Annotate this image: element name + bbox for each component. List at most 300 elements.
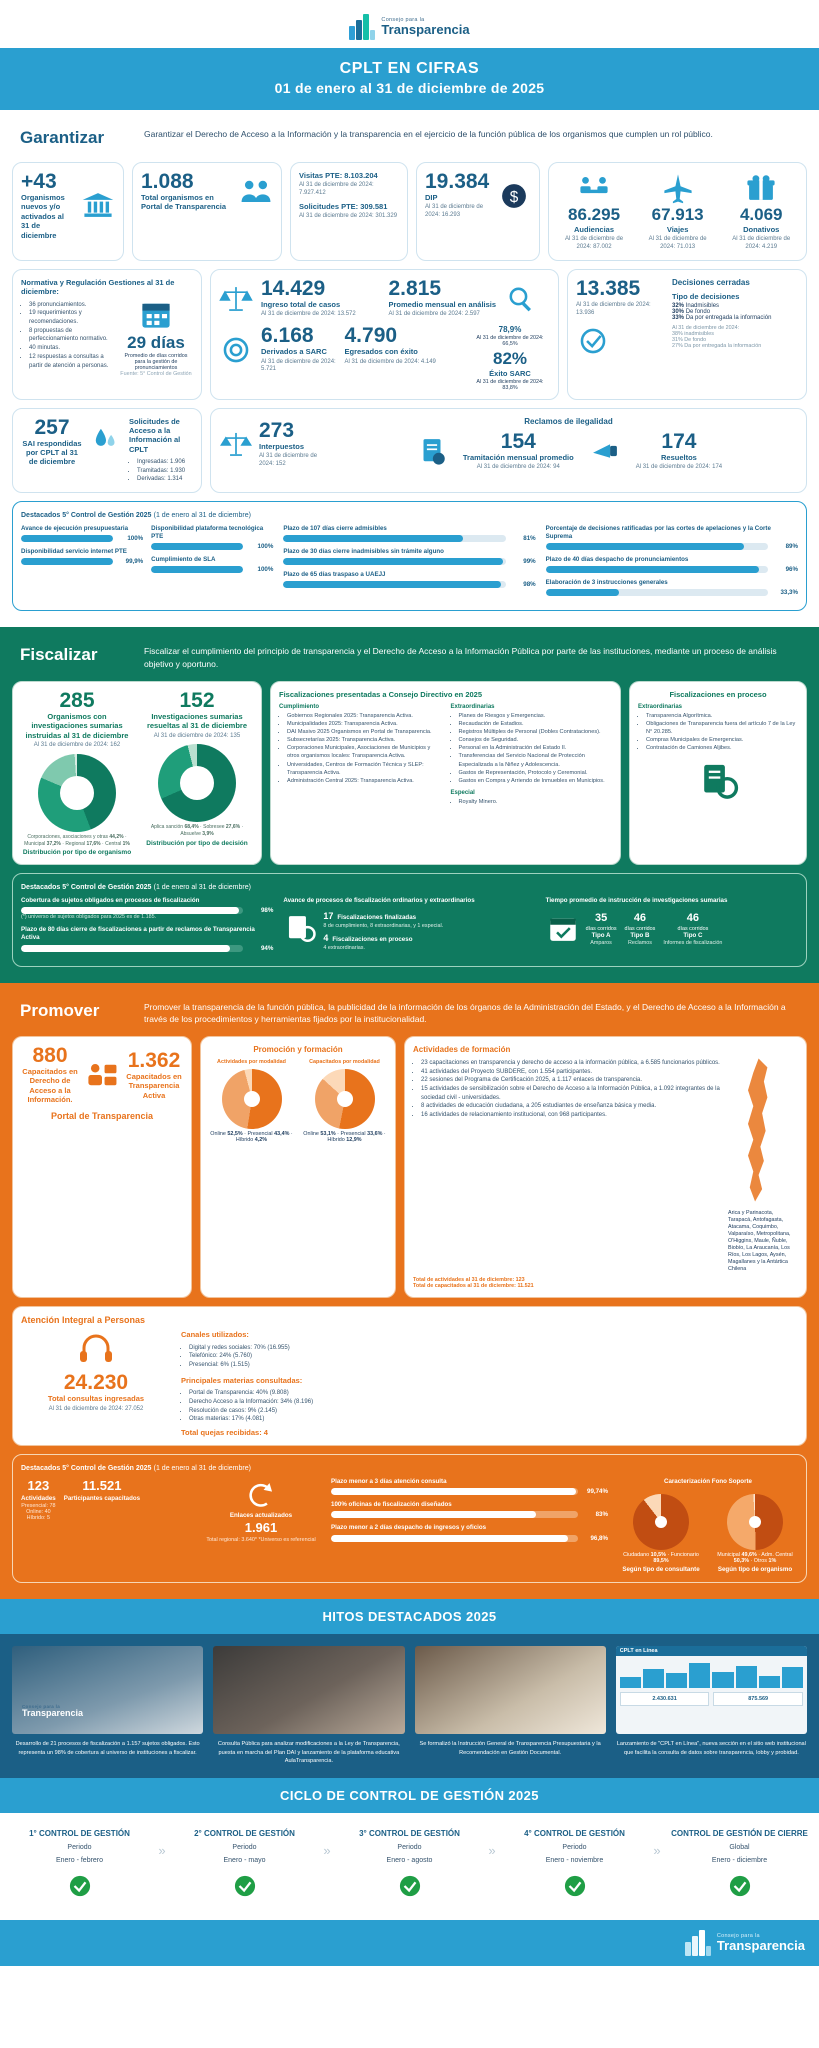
kpi-value: 14.429 [261,276,326,300]
bar-item [546,525,798,550]
col-title: Especial [450,789,475,796]
tipo-text: De fondo [685,309,711,316]
clipboard-search-icon [283,911,317,945]
kpi-value: 880 [32,1044,68,1068]
brand-pretitle: Consejo para la [22,1703,61,1709]
step-period-label: Periodo [67,1843,92,1851]
legend-pct: 27,6% [225,824,241,831]
card-portal-transparencia [12,1036,192,1298]
step-name: 2° CONTROL DE GESTIÓN [194,1828,295,1838]
presentadas-col-cumplimiento [279,703,441,805]
kpi-value: 19.384 [425,170,490,193]
kpi-sub: Al 31 de diciembre de 2024: 152 [259,453,318,467]
chile-map-icon [728,1055,798,1205]
legend-pct: 44,2% [109,833,124,840]
bar-label: Plazo de 80 días cierre de fiscalizaciones a partir de reclamos de Transparencia Activa [21,926,255,942]
page-subtitle: 01 de enero al 31 de diciembre de 2025 [274,80,545,96]
decisiones-sub: Al 31 de diciembre de 2024: 13.936 [576,302,651,316]
destacados-col-left [21,525,273,602]
card-fiscalizaciones-presentadas [270,681,621,865]
step-name: CONTROL DE GESTIÓN DE CIERRE [671,1828,808,1838]
kpi-derivados-sarc [219,325,337,390]
kpi-label: Egresados con éxito [344,347,418,357]
sai-value: 257 [34,415,70,439]
label: Tipo C [683,931,703,939]
legend-pct: 49,6% [741,1552,757,1559]
bar-item [331,1478,608,1495]
sai-label: SAI respondidas por CPLT al 31 de diciembre [22,438,82,467]
bar-value: 96,8% [590,1534,608,1542]
institution-icon [81,188,115,222]
bar-item [546,556,798,573]
destacados-title-sub: (1 de enero al 31 de diciembre) [153,512,251,520]
kpi-value: 4.069 [739,205,783,224]
list-item: • Personal en la Administración del Estado II. [459,744,613,752]
card-actividades-formacion [404,1036,807,1298]
map-label: Metropolitana [756,1231,790,1238]
kpi-card-organismos-nuevos [12,162,124,261]
donut-chart [38,754,116,832]
legend-label: Híbrido [327,1137,345,1144]
section-desc-garantizar: Garantizar el Derecho de Acceso a la Información y la transparencia en el ejercicio de la función pública de los organismos que cumplen un rol público. [144,129,713,139]
section-garantizar [0,110,819,627]
total-actividades: Total de actividades al 31 de diciembre: 123 [413,1277,525,1284]
bar-value: 83% [595,1511,608,1519]
donut-capacitados-modalidad [315,1069,375,1129]
legend-pct: 17,6% [86,840,101,847]
portal-title: Portal de Transparencia [50,1110,154,1121]
map-label: Arica y Parinacota [728,1210,772,1217]
kpi-card-dip [416,162,540,261]
legend-pct: 68,4% [184,824,199,831]
brand-name: Transparencia [716,1938,805,1954]
kpi-value: 6.168 [261,324,314,348]
destacados-title-sub: (1 de enero al 31 de diciembre) [153,884,251,892]
kpi-label: Interpuestos [259,441,305,451]
donut-decision [141,690,253,856]
list-item: • 36 pronunciamientos. [29,301,113,310]
kpi-sub: Al 31 de diciembre de 2024: 94 [476,463,560,470]
promocion-left-title: Actividades por modalidad [217,1059,286,1066]
magnifier-person-icon [504,282,538,316]
target-icon [219,333,253,367]
kpi-card-visitas-pte [290,162,408,261]
bar-value: 100% [257,543,274,551]
people-group-icon [239,174,273,208]
promocion-right-title: Capacitados por modalidad [309,1059,380,1066]
hito-caption: Se formalizó la Instrucción General de Transparencia Presupuestaria y la Recomendación en Gestión Documental. [419,1741,601,1756]
kpi-egresados-exito [345,325,463,390]
check-icon [505,1875,644,1902]
gear-doc-icon [415,434,449,468]
legend-label: Absuelve [180,831,201,838]
legend: Online 53,1% · Presencial 33,6% · Híbrido 12,9% [303,1131,386,1144]
kpi-82-label: Éxito SARC [489,369,531,379]
bar-fill [546,566,759,573]
step-period: Enero - diciembre [711,1856,768,1864]
bar-value: 98% [523,581,536,589]
chevron-right-icon: » [488,1842,496,1858]
donut-legend: Aplica sanción 68,4% · Sobresee 27,6% · Absuelve 3,9% [150,824,244,838]
bar-note: (*) universo de sujetos obligados para 2025 es de 1.185. [21,914,157,921]
tiempo-tipo-b [625,911,656,945]
hito-item [616,1646,807,1765]
bar-value: 96% [785,566,798,574]
check-icon [340,1875,479,1902]
bar-value: 100% [257,566,274,574]
bar-label: Cumplimiento de SLA [151,556,216,564]
bar-fill [21,907,239,914]
legend-label: Municipal [717,1552,740,1559]
mid-text: Fiscalizaciones finalizadas [337,914,417,922]
list-item: • Tramitadas: 1.930 [137,467,193,476]
fono-caption: Según tipo de organismo [717,1566,793,1574]
card-reclamos-ilegalidad [210,408,807,494]
kpi-value: 4.790 [344,324,398,348]
legend-label: Ciudadano [623,1552,650,1559]
visitas-pte-value: Visitas PTE: 8.103.204 [299,171,378,180]
map-label: Biobío [728,1245,744,1252]
mid-text: Fiscalizaciones en proceso [332,936,413,944]
hitos-gallery [0,1634,819,1777]
bar-label: Elaboración de 3 instrucciones generales [545,579,668,587]
dest-fono-soporte [618,1478,798,1574]
check-document-icon [576,324,610,358]
bar-item [21,525,143,542]
bar-item [151,556,273,573]
destacados-title-main: Destacados 5° Control de Gestión 2025 [21,1465,152,1473]
mid-detail: 8 de cumplimiento, 8 extraordinarias, y 1 especial. [323,923,444,930]
sub: Reclamos [627,939,652,946]
hito-item [415,1646,606,1765]
bar-label: Plazo de 107 días cierre admisibles [283,525,387,533]
legend-pct: 4,2% [254,1137,268,1144]
bar-fill [283,581,501,588]
tipo-decisiones-title: Tipo de decisiones [672,291,740,301]
kpi-82-sub: Al 31 de diciembre de 2024: 83,8% [476,378,544,391]
section-desc-promover: Promover la transparencia de la función pública, la publicidad de la información de los órganos de la Administración del Estado, y el Derecho de Acceso a la Información a través de los procedimientos y herramientas fijados por la institucionalidad. [144,1001,786,1025]
list-item: • Resolución de casos: 9% (2.145) [189,1407,798,1416]
mid-number: 17 [323,911,334,922]
fono-caption: Según tipo de consultante [622,1566,700,1574]
bar-item [21,926,273,951]
kpi-label: Derivados a SARC [261,347,327,357]
list-item: • Derivadas: 1.314 [137,475,193,484]
kpi-sub: Al 31 de diciembre de 2024: 2.597 [388,311,480,318]
kpi-value: 1.088 [141,170,194,193]
map-label: Antofagasta [752,1217,782,1224]
kpi-ingreso-casos [219,278,381,319]
bar-value: 99% [523,558,536,566]
kpi-value: 285 [59,688,95,712]
bar-item [283,548,535,565]
ciclo-step-5 [670,1829,809,1902]
section-title-garantizar: Garantizar [20,128,105,147]
bar-item [283,571,535,588]
kpi-sub: Al 31 de diciembre de 2024: 27.052 [48,1405,144,1412]
bar-fill [546,543,744,550]
ciclo-steps [0,1813,819,1920]
map-label: Magallanes y la Antártica Chilena [728,1259,788,1273]
card-decisiones [567,269,807,400]
sai-items [129,458,193,484]
detail: Híbrido: 5 [26,1515,51,1522]
bar-fill [151,543,243,550]
col-title: Extraordinarias [638,704,683,711]
page-title: CPLT EN CIFRAS [339,60,480,77]
map-label: Aysén [769,1252,785,1259]
kpi-label: Audiencias [574,225,615,234]
list-item: • Gastos en Compra y Arriendo de Inmuebles en Municipios. [459,777,613,785]
mid-detail: 4 extraordinarias. [323,944,365,951]
promocion-title: Promoción y formación [253,1045,343,1055]
bar-fill [151,566,243,573]
solicitudes-pte-value: Solicitudes PTE: 309.581 [299,201,388,211]
bar-label: Cobertura de sujetos obligados en procesos de fiscalización [21,897,200,905]
destacados-garantizar [12,501,807,611]
bar-fill [21,535,113,542]
kpi-label: Promedio mensual en análisis [388,300,497,310]
bar-item [331,1501,608,1518]
card-investigaciones [12,681,262,865]
calendar-check-icon [546,912,580,946]
legend-pct: 33,6% [367,1131,383,1138]
bar-item [546,579,798,596]
donut-legend: Corporaciones, asociaciones y otras 44,2% · Municipal 37,2% · Regional 17,6% · Central 1% [24,833,130,847]
kpi-label: Organismos nuevos y/o activados al 31 de diciembre [21,193,65,240]
bar-fill [21,558,113,565]
bar-value: 98% [260,907,274,915]
formacion-items [413,1059,720,1273]
card-casos [210,269,559,400]
list-item: • DAI Masivo 2025 Organismos en Portal de Transparencia. [287,728,441,736]
kpi-sub: Al 31 de diciembre de 2024: 4.149 [344,358,436,365]
destacados-title [21,1463,798,1472]
list-item: • 8 propuestas de perfeccionamiento normativo. [29,327,113,344]
legend-pct: 12,9% [346,1137,362,1144]
kpi-label: Investigaciones sumarias resueltas al 31 de diciembre [146,711,248,731]
panel-title: CPLT en Línea [616,1646,807,1656]
tipo-pct: 33% [672,315,685,322]
hito-item [213,1646,404,1765]
kpi-value: 2.815 [388,276,442,300]
ciclo-step-1 [10,1829,149,1902]
inspector-icon [695,758,741,804]
dest-bars [331,1478,608,1547]
card-sai [12,408,202,494]
kpi-card-audiencias-viajes-donativos [548,162,807,261]
map-label: Maule [754,1238,769,1245]
bar-item [151,525,273,550]
list-item: • Contratación de Camiones Aljibes. [646,744,798,752]
hito-photo [12,1646,203,1734]
materias-list [181,1389,798,1424]
tipo-text: Da por entregada la información [685,315,772,322]
donut-consultante [633,1494,689,1550]
gift-icon [744,171,778,205]
bar-label: Plazo menor a 3 días atención consulta [331,1478,447,1486]
list-item: • 15 actividades de sensibilización sobre el Derecho de Acceso a la Información Pública, a 1.092 integrantes de la sociedad civil - universidades. [421,1085,720,1102]
bar-value: 89% [785,543,798,551]
handshake-icon [577,171,611,205]
list-item: • 22 sesiones del Programa de Certificación 2025, a 1.117 enlaces de transparencia. [421,1076,720,1085]
kpi-sub: Al 31 de diciembre de 2024: 13.572 [261,311,356,318]
legend-label: Corporaciones, asociaciones y otras [27,833,108,840]
kpi-value: 273 [259,418,295,442]
prev-item: 38% inadmisibles [672,331,714,338]
kpi-label: Capacitados en Transparencia Activa [126,1071,182,1100]
legend-label: Presencial [247,1131,273,1138]
title-band [0,48,819,110]
total-capacitados: Total de capacitados al 31 de diciembre: 11.521 [413,1283,534,1290]
list-item: • Corporaciones Municipales, Asociaciones de Municipios y otros organismos locales: Transparencia Activa. [287,744,441,760]
footer [0,1920,819,1966]
dias-label: Promedio de días corridos para la gestión de pronunciamientos [124,352,188,371]
ciclo-step-2 [175,1829,314,1902]
kpi-sub: Al 31 de diciembre de 2024: 16.293 [425,204,484,219]
card-promocion-formacion [200,1036,396,1298]
list-item: • Compras Municipales de Emergencias. [646,736,798,744]
kpi-label: Donativos [743,225,780,234]
card-atencion-personas [12,1306,807,1446]
refresh-icon [244,1478,278,1512]
legend-pct: 37,2% [46,840,61,847]
bar-item [331,1524,608,1541]
legend-label: Online [303,1131,319,1138]
kpi-sub: Al 31 de diciembre de 2024: 135 [153,732,241,739]
kpi-789-value: 78,9% [498,325,522,335]
bar-fill [331,1535,568,1542]
map-chile [728,1055,798,1273]
list-item: • Presencial: 6% (1.515) [189,1361,798,1370]
bar-fill [331,1511,536,1518]
mid-title: Avance de procesos de fiscalización ordinarios y extraordinarios [283,897,475,905]
value: 46 [686,912,700,925]
donut-organismo-fono [727,1494,783,1550]
kpi-viajes [641,171,715,252]
list-item: • Otras materias: 17% (4.081) [189,1415,798,1424]
bar-fill [331,1488,576,1495]
bar-fill [283,535,463,542]
megaphone-icon [588,434,622,468]
hito-photo [213,1646,404,1734]
value: 46 [633,912,647,925]
kpi-82-value: 82% [492,349,528,369]
bar-value: 94% [260,944,274,952]
brand-name: Transparencia [381,22,470,38]
band-ciclo: CICLO DE CONTROL DE GESTIÓN 2025 [0,1778,819,1813]
kpi-label: Capacitados en Derecho de Acceso a la Información. [22,1067,78,1105]
training-icon [85,1058,119,1092]
decisiones-title: Decisiones cerradas [672,277,750,287]
step-period: Enero - agosto [386,1856,433,1864]
map-label: Atacama [728,1224,750,1231]
bar-item [283,525,535,542]
unit: días corridos [585,925,617,932]
destacados-title [21,510,798,519]
presentadas-title: Fiscalizaciones presentadas a Consejo Directivo en 2025 [279,689,483,699]
kpi-label: Resueltos [660,452,697,462]
dest-enlaces [201,1478,321,1543]
card-normativa [12,269,202,400]
section-title-promover: Promover [20,1000,100,1020]
prev-title: Al 31 de diciembre de 2024: [672,325,740,332]
kpi-card-total-organismos [132,162,282,261]
kpi-value: 67.913 [651,205,704,224]
sub: Total regional: 3.640* *Universo es referencial [206,1537,316,1544]
col-title: Cumplimiento [279,704,319,711]
dest-actividades [21,1478,56,1521]
kpi-label: DIP [425,193,438,203]
normativa-items [21,301,113,371]
tiempo-tipo-a [586,911,617,945]
list-item: • Portal de Transparencia: 40% (9.808) [189,1389,798,1398]
legend-pct: 1% [768,1558,777,1565]
destacados-fiscalizar [12,873,807,966]
justice-icon [219,427,253,461]
kpi-promedio-mensual [389,278,551,319]
list-item: • 23 capacitaciones en transparencia y derecho de acceso a la información pública, a 6.585 funcionarios públicos. [421,1059,720,1068]
destacados-col-mid [283,525,535,602]
bar-fill [21,945,230,952]
chevron-right-icon: » [653,1842,661,1858]
section-title-fiscalizar: Fiscalizar [20,645,98,665]
legend-pct: 43,4% [274,1131,290,1138]
scales-icon [219,282,253,316]
panel-number: 875.569 [713,1692,803,1706]
step-period-label: Periodo [232,1843,257,1851]
list-item: • Registros Múltiples de Personal (Dobles Contrataciones). [459,728,613,736]
formacion-title: Actividades de formación [413,1045,511,1055]
list-item: • Subsecretarías 2025: Transparencia Activa. [287,736,441,744]
tipo-text: Inadmisibles [685,303,720,310]
normativa-title: Normativa y Regulación Gestiones al 31 de diciembre: [21,277,175,297]
list-item: • Transferencias del Servicio Nacional de Protección Especializada a la Niñez y Adolescencia. [459,752,613,768]
bar-fill [283,558,503,565]
right-title: Tiempo promedio de instrucción de investigaciones sumarias [545,897,728,905]
label: Tipo A [591,931,611,939]
step-period-label: Periodo [397,1843,422,1851]
label: Participantes capacitados [63,1495,141,1503]
legend-pct: 50,3% [733,1558,749,1565]
value: 1.961 [244,1520,278,1536]
map-label: Ñuble [771,1238,786,1245]
donut-actividades-modalidad [222,1069,282,1129]
value: 35 [594,912,608,925]
tipo-pct: 30% [672,309,685,316]
decisiones-value: 13.385 [576,276,641,300]
step-period: Enero - noviembre [545,1856,604,1864]
dest-participantes [64,1478,140,1521]
list-item: • 41 actividades del Proyecto SUBDERE, con 1.554 participantes. [421,1068,720,1077]
hito-caption: Consulta Pública para analizar modificaciones a la Ley de Transparencia, puesta en marcha del Plan DAI y lanzamiento de la plataforma educativa AulaTransparencia. [217,1741,400,1765]
sai-title: Solicitudes de Acceso a la Información al CPLT [129,416,181,454]
tiempo-tipo-c [663,911,722,945]
step-name: 1° CONTROL DE GESTIÓN [29,1828,130,1838]
hito-photo [415,1646,606,1734]
step-period: Enero - febrero [55,1856,104,1864]
bar-label: Avance de ejecución presupuestaria [21,525,129,533]
list-item: • 8 actividades de educación ciudadana, a 205 estudiantes de enseñanza básica y media. [421,1102,720,1111]
bar-label: Plazo menor a 2 días despacho de ingresos y oficios [331,1524,487,1532]
list-item: • Telefónico: 24% (5.760) [189,1352,798,1361]
kpi-pct-group [470,325,550,390]
list-item: • 40 minutas. [29,344,113,353]
hito-screenshot [616,1646,807,1734]
support-headset-icon [76,1330,116,1370]
step-period-label: Periodo [562,1843,587,1851]
legend-pct: 10,5% [650,1552,666,1559]
